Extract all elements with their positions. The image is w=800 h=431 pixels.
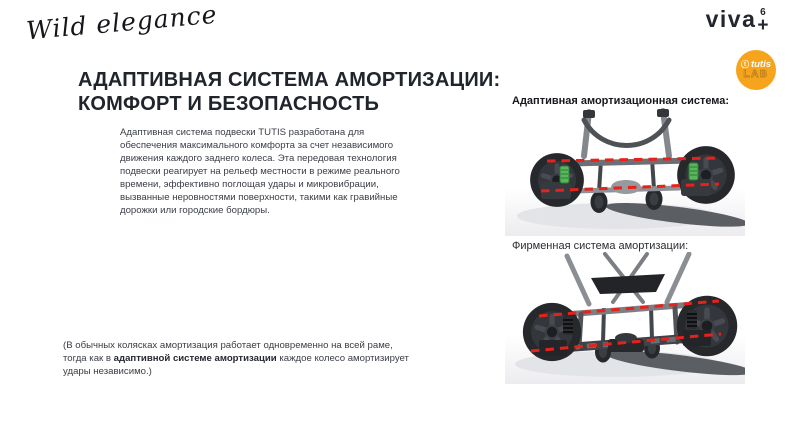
adaptive-suspension-photo [505,108,745,236]
tutis-brand-text: tutis [750,58,772,70]
tutis-mark-icon: ⓣ [740,59,749,69]
viva-logo-superscript: 6 [760,7,768,18]
footnote [63,339,415,379]
stroller-chassis-standard-illustration [505,252,745,384]
brand-script-text: Wild elegance [25,0,219,46]
page-title [78,68,500,116]
adaptive-figure-label: Адаптивная амортизационная система: [512,95,730,107]
tutis-lab-badge [736,50,776,90]
standard-figure-label: Фирменная система амортизации: [512,240,689,252]
page-title-line-1: АДАПТИВНАЯ СИСТЕМА АМОРТИЗАЦИИ: [78,69,501,91]
footnote-prefix: (В обычных колясках амортизация работает одновременно на всей раме, тогда как в [63,340,393,365]
viva-logo-plus: + [757,15,770,36]
lab-text: LAB [743,69,769,81]
footnote-bold: адаптивной системе амортизации [113,353,277,365]
footnote-suffix: каждое колесо амортизирует удары независимо.) [63,353,409,378]
viva-logo [706,8,770,35]
viva-logo-word: viva [705,6,757,32]
page-title-line-2: КОМФОРТ И БЕЗОПАСНОСТЬ [78,93,380,115]
tutis-lab-badge-top [741,60,771,70]
standard-suspension-photo [505,252,745,384]
body-paragraph: Адаптивная система подвески TUTIS разработана для обеспечения максимального комфорта за счет независимого движения каждого заднего колеса. Эта передовая технология подвески реагирует на рельеф местности в режиме реального времени, эффективно поглощая удары и микровибрации, вызванные неровностями поверхности, такими как гравийные дорожки или городские бордюры. [120,127,400,216]
stroller-chassis-adaptive-illustration [505,108,745,236]
viva-logo-suffix [757,8,770,35]
